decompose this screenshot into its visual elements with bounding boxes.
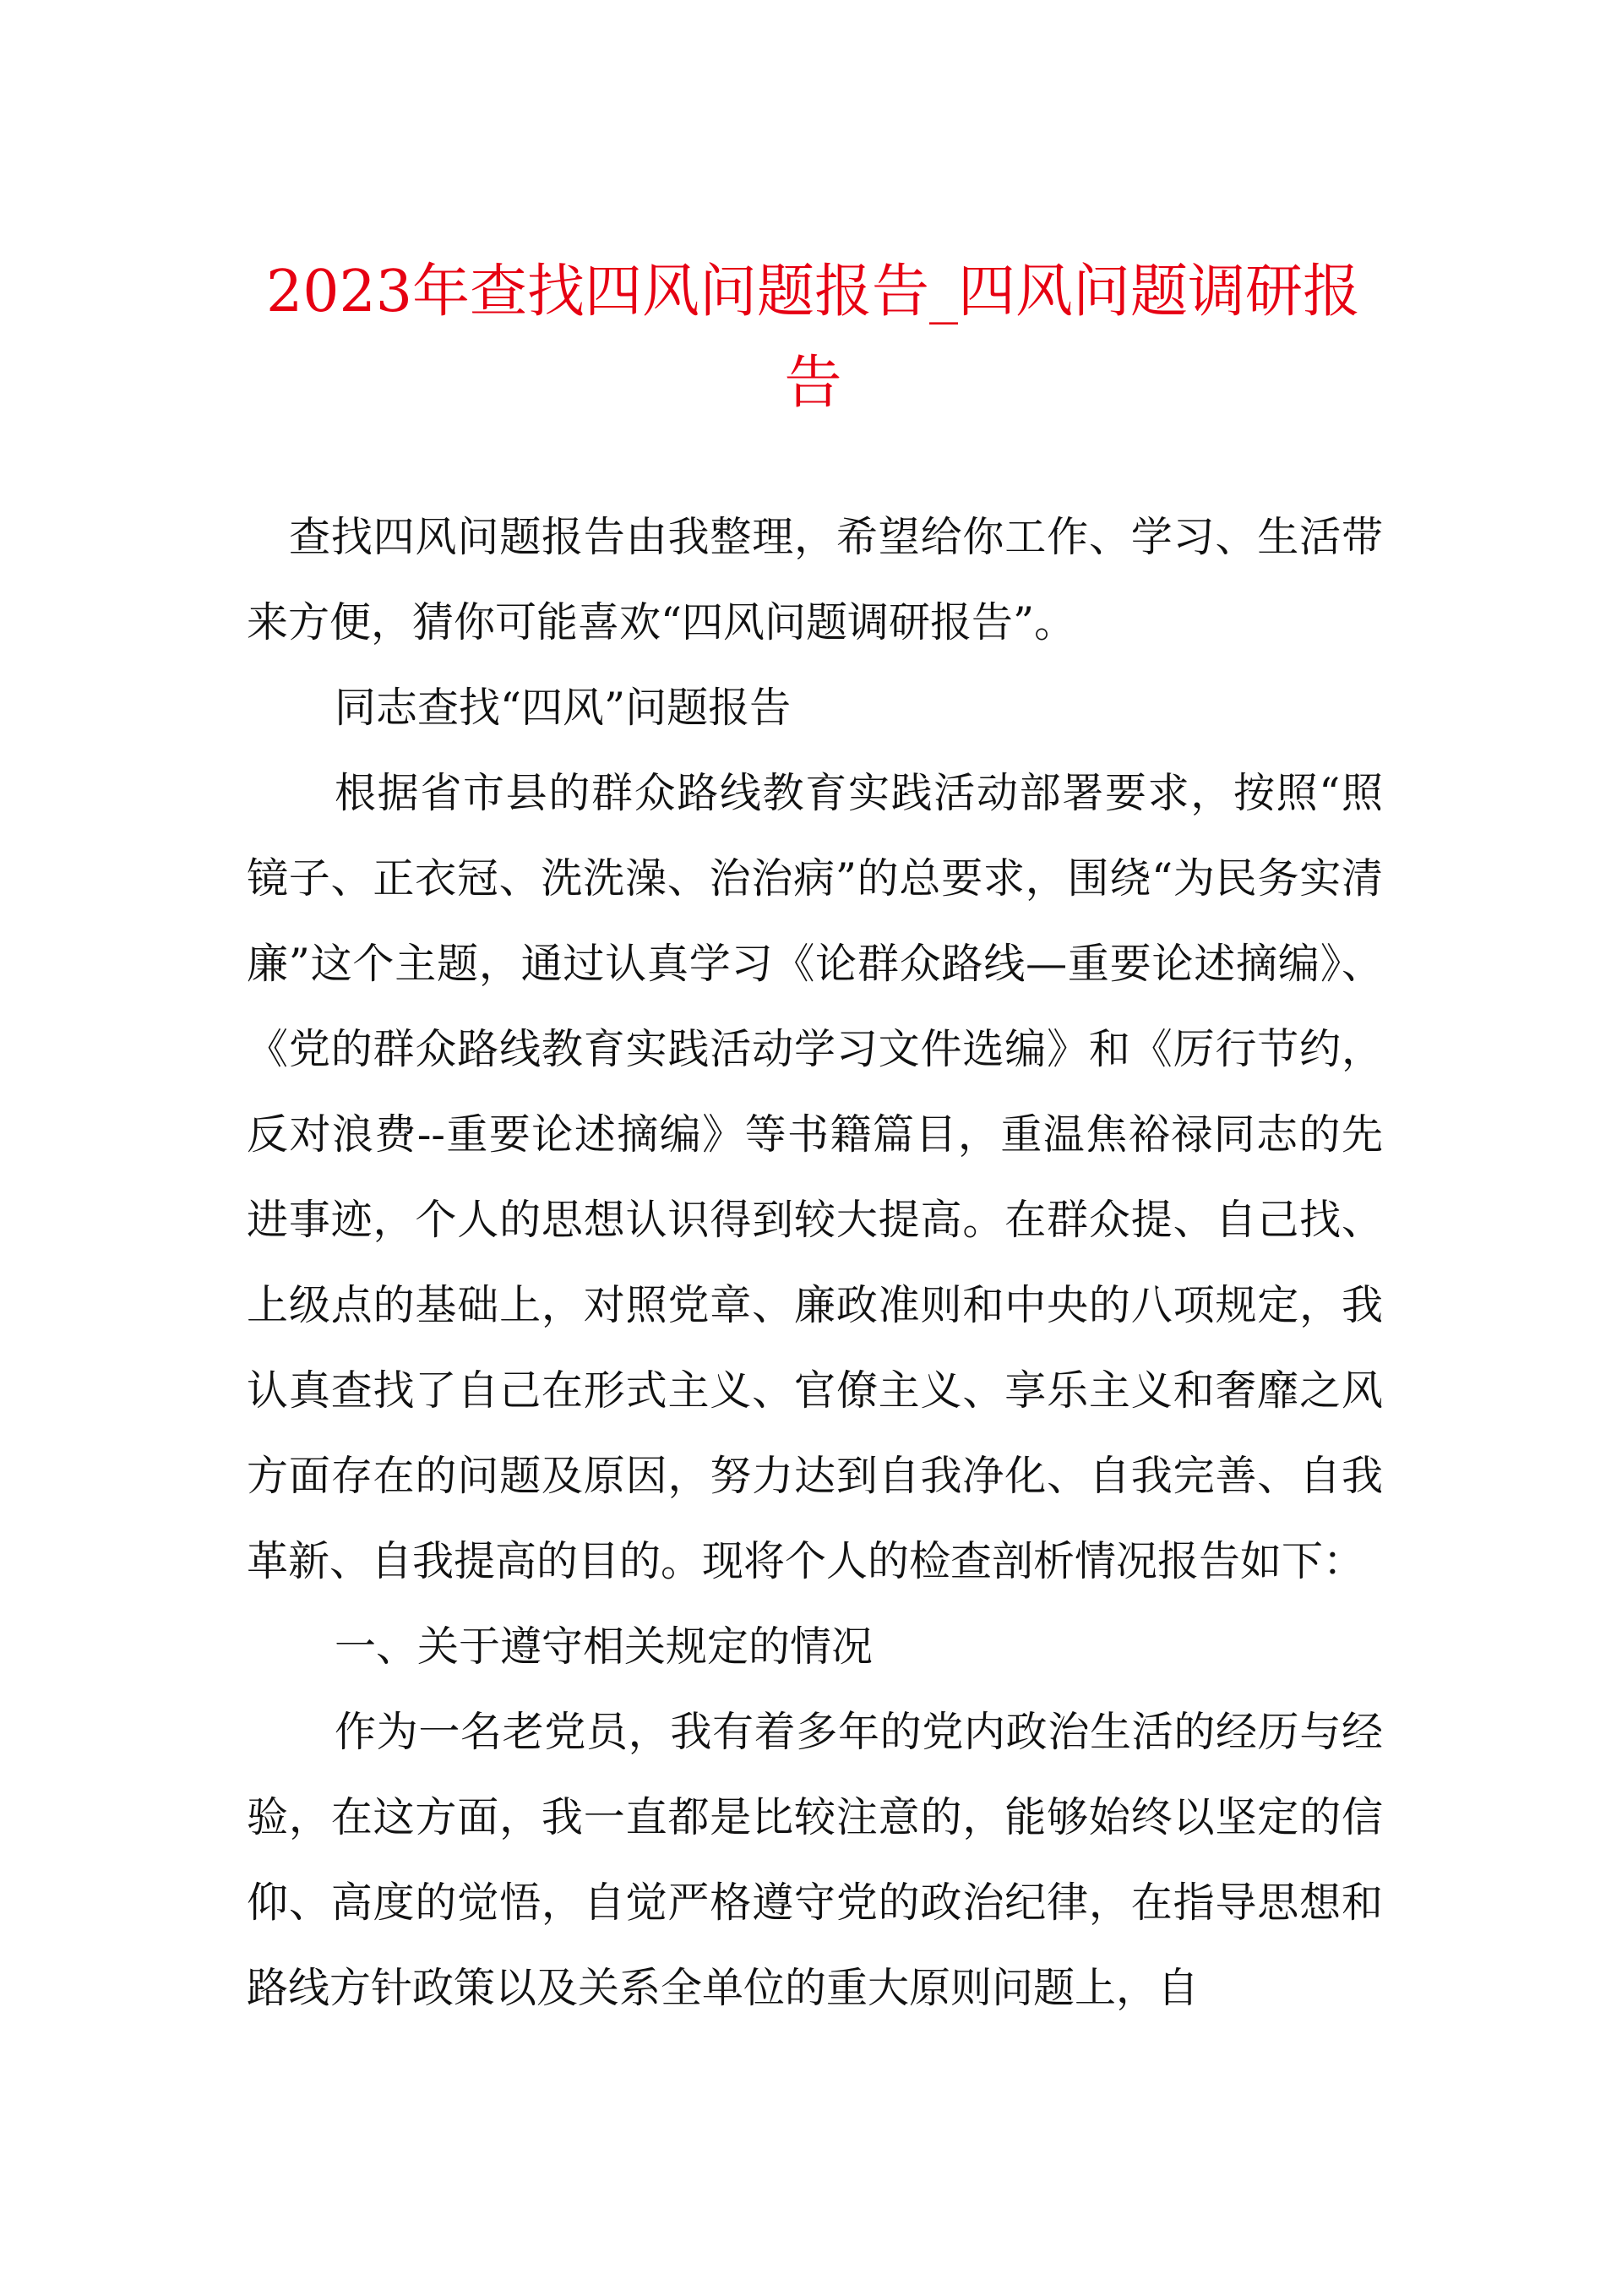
section-heading-1: 一、关于遵守相关规定的情况 — [335, 1622, 874, 1671]
body-paragraph-2: 作为一名老党员，我有着多年的党内政治生活的经历与经验，在这方面，我一直都是比较注意的，能够始终以坚定的信仰、高度的觉悟，自觉严格遵守党的政治纪律，在指导思想和路线方针政策以及关系全单位的重大原则问题上，自 — [247, 1708, 1383, 2012]
body-paragraph-1: 根据省市县的群众路线教育实践活动部署要求，按照“照镜子、正衣冠、洗洗澡、治治病”的总要求，围绕“为民务实清廉”这个主题，通过认真学习《论群众路线—重要论述摘编》、《党的群众路线教育实践活动学习文件选编》和《厉行节约，反对浪费--重要论述摘编》等书籍篇目，重温焦裕禄同志的先进事迹，个人的思想认识得到较大提高。在群众提、自己找、上级点的基础上，对照党章、廉政准则和中央的八项规定，我认真查找了自己在形式主义、官僚主义、享乐主义和奢靡之风方面存在的问题及原因，努力达到自我净化、自我完善、自我革新、自我提高的目的。现将个人的检查剖析情况报告如下： — [247, 769, 1383, 1585]
document-title: 2023年查找四风问题报告_四风问题调研报告 — [265, 259, 1361, 417]
intro-paragraph: 查找四风问题报告由我整理，希望给你工作、学习、生活带来方便，猜你可能喜欢“四风问题调研报告”。 — [247, 513, 1383, 646]
document-body — [247, 494, 1383, 2031]
report-subtitle: 同志查找“四风”问题报告 — [335, 684, 792, 732]
